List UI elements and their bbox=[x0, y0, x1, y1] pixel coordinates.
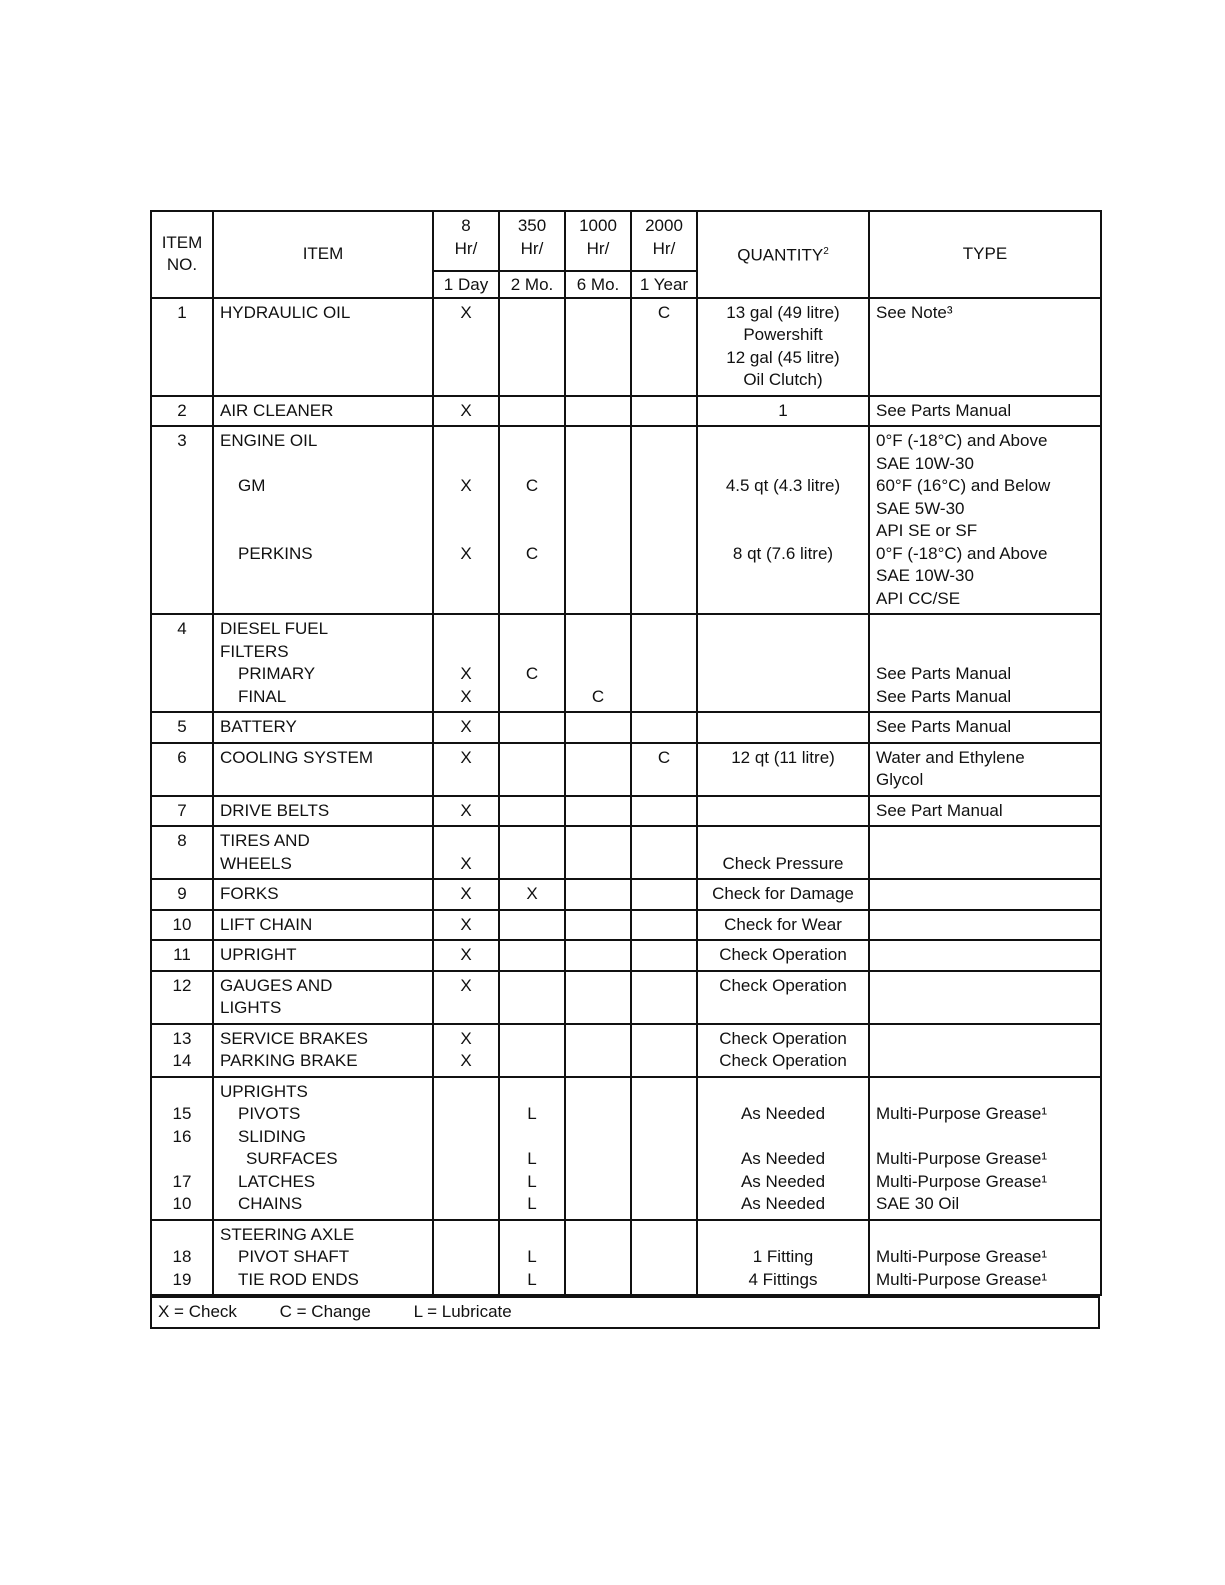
cell-8hr bbox=[433, 1220, 499, 1296]
lubrication-chart bbox=[150, 210, 1100, 1329]
cell-item-no: 7 bbox=[151, 796, 213, 827]
cell-item-no: 8 bbox=[151, 826, 213, 879]
cell-2000hr bbox=[631, 879, 697, 910]
cell-item-no: 3 bbox=[151, 426, 213, 614]
cell-8hr: X bbox=[433, 796, 499, 827]
table-row bbox=[151, 826, 1101, 879]
cell-1000hr bbox=[565, 1024, 631, 1077]
cell-2000hr bbox=[631, 796, 697, 827]
cell-350hr bbox=[499, 396, 565, 427]
header-interval-1000hr: 1000 Hr/ 6 Mo. bbox=[565, 211, 631, 298]
cell-350hr bbox=[499, 712, 565, 743]
cell-quantity: As Needed As Needed As Needed As Needed bbox=[697, 1077, 869, 1220]
cell-1000hr bbox=[565, 826, 631, 879]
header-quantity: QUANTITY$^2$ bbox=[697, 211, 869, 298]
cell-item-no: 4 bbox=[151, 614, 213, 712]
table-row bbox=[151, 971, 1101, 1024]
cell-type: 0°F (-18°C) and Above SAE 10W-30 60°F (16°C) and Below SAE 5W-30 API SE or SF 0°F (-18°C) and Above SAE 10W-30 API CC/SE bbox=[869, 426, 1101, 614]
cell-350hr bbox=[499, 1024, 565, 1077]
cell-2000hr bbox=[631, 1024, 697, 1077]
cell-8hr: X bbox=[433, 971, 499, 1024]
table-row bbox=[151, 1077, 1101, 1220]
cell-item: BATTERY bbox=[213, 712, 433, 743]
maintenance-table bbox=[150, 210, 1102, 1296]
cell-item-no: 13 14 bbox=[151, 1024, 213, 1077]
cell-1000hr bbox=[565, 879, 631, 910]
cell-item: AIR CLEANER bbox=[213, 396, 433, 427]
cell-2000hr bbox=[631, 826, 697, 879]
cell-item-no: 9 bbox=[151, 879, 213, 910]
cell-item: FORKS bbox=[213, 879, 433, 910]
legend-lubricate: L = Lubricate bbox=[413, 1302, 512, 1321]
cell-quantity: Check Operation bbox=[697, 940, 869, 971]
cell-type bbox=[869, 940, 1101, 971]
cell-1000hr bbox=[565, 971, 631, 1024]
cell-350hr bbox=[499, 743, 565, 796]
cell-item: SERVICE BRAKES PARKING BRAKE bbox=[213, 1024, 433, 1077]
table-row bbox=[151, 298, 1101, 396]
cell-1000hr bbox=[565, 298, 631, 396]
cell-type: Water and Ethylene Glycol bbox=[869, 743, 1101, 796]
cell-2000hr bbox=[631, 971, 697, 1024]
cell-2000hr bbox=[631, 910, 697, 941]
table-body bbox=[151, 298, 1101, 1296]
cell-2000hr bbox=[631, 426, 697, 614]
legend-change: C = Change bbox=[279, 1302, 371, 1321]
table-row bbox=[151, 712, 1101, 743]
cell-8hr: X bbox=[433, 712, 499, 743]
cell-2000hr bbox=[631, 396, 697, 427]
cell-8hr: X bbox=[433, 298, 499, 396]
cell-350hr: C bbox=[499, 614, 565, 712]
cell-quantity: 1 bbox=[697, 396, 869, 427]
cell-2000hr bbox=[631, 1077, 697, 1220]
cell-8hr: X bbox=[433, 826, 499, 879]
cell-350hr: C C bbox=[499, 426, 565, 614]
cell-1000hr bbox=[565, 743, 631, 796]
cell-item-no: 11 bbox=[151, 940, 213, 971]
cell-type: See Note³ bbox=[869, 298, 1101, 396]
cell-quantity: 1 Fitting 4 Fittings bbox=[697, 1220, 869, 1296]
cell-type bbox=[869, 971, 1101, 1024]
cell-item: UPRIGHT bbox=[213, 940, 433, 971]
header-type: TYPE bbox=[869, 211, 1101, 298]
cell-quantity: Check Operation Check Operation bbox=[697, 1024, 869, 1077]
cell-quantity bbox=[697, 712, 869, 743]
cell-item: UPRIGHTS PIVOTS SLIDING SURFACES LATCHES CHAINS bbox=[213, 1077, 433, 1220]
cell-item-no: 1 bbox=[151, 298, 213, 396]
cell-quantity: Check for Wear bbox=[697, 910, 869, 941]
cell-quantity: Check Pressure bbox=[697, 826, 869, 879]
table-header bbox=[151, 211, 1101, 298]
cell-item: HYDRAULIC OIL bbox=[213, 298, 433, 396]
table-row bbox=[151, 940, 1101, 971]
cell-1000hr bbox=[565, 426, 631, 614]
cell-type bbox=[869, 879, 1101, 910]
cell-2000hr: C bbox=[631, 298, 697, 396]
cell-350hr: L L L L bbox=[499, 1077, 565, 1220]
cell-quantity: 13 gal (49 litre) Powershift 12 gal (45 litre) Oil Clutch) bbox=[697, 298, 869, 396]
cell-type: Multi-Purpose Grease¹ Multi-Purpose Grease¹ Multi-Purpose Grease¹ SAE 30 Oil bbox=[869, 1077, 1101, 1220]
table-row bbox=[151, 1024, 1101, 1077]
cell-item-no: 15 16 17 10 bbox=[151, 1077, 213, 1220]
cell-type: Multi-Purpose Grease¹ Multi-Purpose Grease¹ bbox=[869, 1220, 1101, 1296]
cell-item: COOLING SYSTEM bbox=[213, 743, 433, 796]
cell-1000hr bbox=[565, 910, 631, 941]
cell-2000hr bbox=[631, 614, 697, 712]
cell-1000hr bbox=[565, 712, 631, 743]
cell-1000hr bbox=[565, 396, 631, 427]
cell-quantity bbox=[697, 796, 869, 827]
table-row bbox=[151, 396, 1101, 427]
cell-1000hr bbox=[565, 940, 631, 971]
table-row bbox=[151, 879, 1101, 910]
cell-350hr: L L bbox=[499, 1220, 565, 1296]
cell-type bbox=[869, 910, 1101, 941]
header-interval-350hr: 350 Hr/ 2 Mo. bbox=[499, 211, 565, 298]
cell-8hr: X bbox=[433, 940, 499, 971]
cell-type: See Parts Manual bbox=[869, 712, 1101, 743]
cell-item: LIFT CHAIN bbox=[213, 910, 433, 941]
header-interval-8hr: 8 Hr/ 1 Day bbox=[433, 211, 499, 298]
cell-item-no: 12 bbox=[151, 971, 213, 1024]
cell-2000hr: C bbox=[631, 743, 697, 796]
cell-item-no: 18 19 bbox=[151, 1220, 213, 1296]
cell-1000hr bbox=[565, 1077, 631, 1220]
cell-item-no: 5 bbox=[151, 712, 213, 743]
cell-8hr bbox=[433, 1077, 499, 1220]
table-row bbox=[151, 1220, 1101, 1296]
cell-item: DRIVE BELTS bbox=[213, 796, 433, 827]
cell-8hr: X X bbox=[433, 426, 499, 614]
cell-item: TIRES AND WHEELS bbox=[213, 826, 433, 879]
table-row bbox=[151, 796, 1101, 827]
header-interval-2000hr: 2000 Hr/ 1 Year bbox=[631, 211, 697, 298]
legend-check: X = Check bbox=[158, 1302, 237, 1321]
legend-cell bbox=[151, 1297, 1099, 1328]
cell-2000hr bbox=[631, 940, 697, 971]
cell-8hr: X X bbox=[433, 614, 499, 712]
cell-8hr: X bbox=[433, 743, 499, 796]
cell-quantity: Check Operation bbox=[697, 971, 869, 1024]
cell-item: DIESEL FUEL FILTERS PRIMARY FINAL bbox=[213, 614, 433, 712]
cell-type: See Part Manual bbox=[869, 796, 1101, 827]
cell-item-no: 10 bbox=[151, 910, 213, 941]
cell-1000hr: C bbox=[565, 614, 631, 712]
cell-item-no: 2 bbox=[151, 396, 213, 427]
cell-350hr bbox=[499, 910, 565, 941]
header-item: ITEM bbox=[213, 211, 433, 298]
cell-350hr: X bbox=[499, 879, 565, 910]
table-row bbox=[151, 910, 1101, 941]
table-row bbox=[151, 426, 1101, 614]
cell-item: STEERING AXLE PIVOT SHAFT TIE ROD ENDS bbox=[213, 1220, 433, 1296]
cell-item-no: 6 bbox=[151, 743, 213, 796]
cell-quantity: 4.5 qt (4.3 litre) 8 qt (7.6 litre) bbox=[697, 426, 869, 614]
cell-quantity: Check for Damage bbox=[697, 879, 869, 910]
header-item-no: ITEM NO. bbox=[151, 211, 213, 298]
table-row bbox=[151, 743, 1101, 796]
cell-8hr: X X bbox=[433, 1024, 499, 1077]
cell-350hr bbox=[499, 298, 565, 396]
cell-1000hr bbox=[565, 1220, 631, 1296]
cell-350hr bbox=[499, 826, 565, 879]
cell-2000hr bbox=[631, 1220, 697, 1296]
cell-type: See Parts Manual bbox=[869, 396, 1101, 427]
cell-item: GAUGES AND LIGHTS bbox=[213, 971, 433, 1024]
cell-350hr bbox=[499, 796, 565, 827]
legend bbox=[150, 1296, 1100, 1329]
cell-350hr bbox=[499, 940, 565, 971]
cell-8hr: X bbox=[433, 396, 499, 427]
cell-8hr: X bbox=[433, 879, 499, 910]
cell-2000hr bbox=[631, 712, 697, 743]
cell-1000hr bbox=[565, 796, 631, 827]
cell-350hr bbox=[499, 971, 565, 1024]
cell-quantity: 12 qt (11 litre) bbox=[697, 743, 869, 796]
cell-quantity bbox=[697, 614, 869, 712]
cell-type: See Parts Manual See Parts Manual bbox=[869, 614, 1101, 712]
cell-item: ENGINE OIL GM PERKINS bbox=[213, 426, 433, 614]
cell-type bbox=[869, 826, 1101, 879]
cell-type bbox=[869, 1024, 1101, 1077]
cell-8hr: X bbox=[433, 910, 499, 941]
table-row bbox=[151, 614, 1101, 712]
